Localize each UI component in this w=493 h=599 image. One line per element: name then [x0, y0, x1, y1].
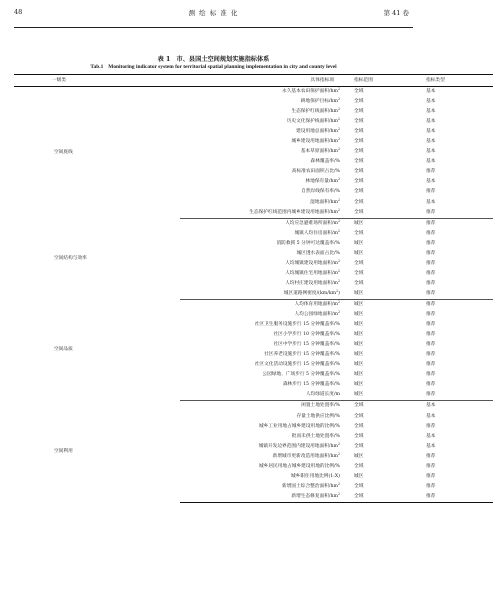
unit-superscript: 2	[337, 481, 340, 486]
scope-cell: 全域	[354, 179, 364, 185]
scope-cell: 全域	[354, 109, 364, 115]
indicator-name: 城区透水表面占比/%	[296, 250, 340, 256]
indicator-name-cell	[180, 218, 340, 229]
type-cell: 推荐	[426, 423, 436, 429]
type-cell: 推荐	[426, 220, 436, 226]
table-title-english: Monitoring indicator system for territorial spatial planning implementation in city and county level	[108, 64, 337, 70]
scope-cell: 城区	[354, 332, 364, 338]
type-cell: 推荐	[426, 250, 436, 256]
indicator-name: 批而未供土地处置率/%	[291, 433, 340, 439]
indicator-name: 社区养老设施步行 15 分钟覆盖率/%	[264, 352, 340, 358]
type-cell: 推荐	[426, 280, 436, 286]
scope-cell: 全域	[354, 159, 364, 165]
scope-cell: 城区	[354, 362, 364, 368]
page-header	[0, 8, 427, 32]
indicator-name-cell	[180, 299, 340, 310]
indicator-name: 人均体育用地面积/m	[294, 301, 338, 307]
type-cell: 推荐	[426, 270, 436, 276]
volume-label: 第 41 卷	[383, 9, 409, 17]
header-rule	[14, 27, 413, 28]
scope-cell: 全域	[354, 199, 364, 205]
indicator-name-cell	[180, 269, 340, 279]
indicator-name: 新增生态修复面积/hm	[291, 493, 338, 499]
header-category: 一级类	[14, 75, 180, 87]
scope-cell: 全域	[354, 189, 364, 195]
unit-superscript: 2	[337, 299, 340, 304]
scope-cell: 全域	[354, 129, 364, 135]
indicator-name: 人均公园绿地面积/m	[294, 312, 338, 318]
scope-cell: 全域	[354, 169, 364, 175]
scope-cell: 城区	[354, 352, 364, 358]
indicator-name: 湿地面积/hm	[310, 199, 338, 205]
type-cell: 推荐	[426, 342, 436, 348]
indicator-name: 自然岸线保有率/%	[301, 189, 340, 195]
scope-cell: 全域	[354, 483, 364, 489]
table-caption-english	[0, 64, 427, 70]
type-cell: 推荐	[426, 230, 436, 236]
type-cell: 推荐	[426, 372, 436, 378]
category-cell: 空间底线	[54, 149, 73, 155]
header-type: 指标类型	[404, 75, 493, 87]
indicator-name-cell	[180, 432, 340, 442]
indicator-name-cell	[180, 422, 340, 432]
table-row	[14, 401, 493, 412]
indicator-name-cell	[180, 279, 340, 289]
scope-cell: 全域	[340, 492, 404, 503]
type-cell: 基本	[426, 89, 436, 94]
scope-cell: 城区	[354, 220, 364, 226]
indicator-name-cell	[180, 412, 340, 422]
unit-superscript: 2	[337, 207, 340, 212]
indicator-name-cell	[180, 187, 340, 197]
journal-name: 测 绘 标 准 化	[188, 9, 239, 17]
table-header-row	[14, 75, 493, 87]
unit-superscript: 2	[337, 117, 340, 122]
type-cell: 基本	[426, 199, 436, 205]
indicator-name: 基本草原面积/hm	[300, 149, 338, 155]
indicator-name: 历史文化保护线面积/hm	[286, 119, 338, 125]
indicator-name: 永久基本农田保护面积/hm	[282, 89, 338, 94]
type-cell: 基本	[426, 149, 436, 155]
category-cell: 空间结构与效率	[54, 255, 87, 261]
scope-cell: 城区	[354, 322, 364, 328]
scope-cell: 城区	[354, 453, 364, 459]
indicator-name: 城区道路网密度/(km/km	[283, 290, 337, 296]
indicator-name: 人均应急避难场所面积/m	[285, 220, 338, 226]
type-cell: 推荐	[404, 289, 493, 300]
indicator-name-cell	[180, 239, 340, 249]
unit-superscript: 2	[336, 288, 339, 293]
indicator-name: 消防救援 5 分钟可达覆盖率/%	[276, 240, 340, 246]
indicator-name: 社区中学步行 15 分钟覆盖率/%	[273, 342, 340, 348]
indicator-name: 社区卫生服务设施步行 15 分钟覆盖率/%	[254, 322, 340, 328]
type-cell: 基本	[426, 159, 436, 165]
unit-superscript: 2	[337, 147, 340, 152]
type-cell: 推荐	[426, 483, 436, 489]
indicator-name-cell	[180, 289, 340, 300]
type-cell: 推荐	[426, 169, 436, 175]
indicator-name-cell	[180, 117, 340, 127]
scope-cell: 全域	[354, 433, 364, 439]
indicator-name-cell	[180, 147, 340, 157]
table-row	[14, 87, 493, 98]
indicator-name: 人均绿道长度/m	[305, 392, 340, 398]
category-cell: 空间利用	[54, 448, 73, 454]
scope-cell: 城区	[354, 240, 364, 246]
indicator-name: 闲置土地处置率/%	[301, 403, 340, 409]
indicator-name-cell	[180, 390, 340, 401]
indicator-name-cell	[180, 401, 340, 412]
type-cell: 推荐	[426, 453, 436, 459]
category-cell: 空间品质	[54, 347, 73, 353]
type-cell: 基本	[426, 129, 436, 135]
indicator-name-cell	[180, 472, 340, 482]
indicator-name-cell	[180, 229, 340, 239]
scope-cell: 城区	[340, 390, 404, 401]
indicator-name: 人均城镇建设用地面积/m	[285, 260, 338, 266]
unit-superscript: 2	[337, 97, 340, 102]
type-cell: 基本	[426, 413, 436, 419]
unit-superscript: 2	[337, 87, 340, 91]
type-cell: 推荐	[426, 332, 436, 338]
indicator-name-cell	[180, 137, 340, 147]
indicator-name-cell	[180, 259, 340, 269]
indicator-name: 存量土地供应比例/%	[296, 413, 340, 419]
indicator-name: 城乡职住用地比例(1:X)	[290, 473, 340, 479]
scope-cell: 全域	[354, 403, 364, 409]
scope-cell: 全域	[354, 260, 364, 266]
type-cell: 基本	[426, 139, 436, 145]
type-cell: 推荐	[404, 208, 493, 219]
type-cell: 基本	[426, 433, 436, 439]
indicator-name: 人均城镇住宅用地面积/m	[285, 270, 338, 276]
indicator-name: 公园绿地、广场步行 5 分钟覆盖率/%	[262, 372, 340, 378]
type-cell: 基本	[426, 403, 436, 409]
type-cell: 推荐	[404, 390, 493, 401]
indicator-name: 新增国土综合整治面积/hm	[282, 483, 338, 489]
type-cell: 推荐	[426, 260, 436, 266]
table-caption-chinese: 表 1 市、县国土空间规划实施指标体系	[157, 56, 270, 63]
type-cell: 推荐	[426, 352, 436, 358]
indicator-name-cell	[180, 97, 340, 107]
scope-cell: 全域	[354, 280, 364, 286]
type-cell: 推荐	[426, 473, 436, 479]
scope-cell: 全域	[354, 99, 364, 105]
type-cell: 推荐	[404, 492, 493, 503]
type-cell: 推荐	[426, 189, 436, 195]
indicator-name-cell	[180, 482, 340, 492]
indicator-name-cell	[180, 380, 340, 390]
page-number: 48	[14, 8, 23, 16]
unit-superscript: 2	[337, 228, 340, 233]
type-cell: 基本	[426, 119, 436, 125]
scope-cell: 城区	[354, 301, 364, 307]
type-cell: 推荐	[426, 362, 436, 368]
table-row	[14, 218, 493, 229]
indicator-name: 林地保有量/hm	[305, 179, 338, 185]
scope-cell: 城区	[354, 382, 364, 388]
unit-superscript: 2	[337, 310, 340, 315]
indicator-name: 生态保护红线范围内城乡建设用地面积/hm	[249, 209, 338, 215]
indicator-name: 社区小学步行 10 分钟覆盖率/%	[273, 332, 340, 338]
indicator-name-cell	[180, 452, 340, 462]
unit-superscript: 2	[337, 127, 340, 132]
scope-cell: 全域	[354, 413, 364, 419]
indicator-name: 高标准农田面积占比/%	[291, 169, 340, 175]
scope-cell: 全域	[354, 139, 364, 145]
indicator-name-cell	[180, 127, 340, 137]
type-cell: 推荐	[426, 382, 436, 388]
scope-cell: 全域	[340, 208, 404, 219]
indicator-name-cell	[180, 310, 340, 320]
indicator-name-cell	[180, 157, 340, 167]
unit-superscript: 2	[337, 258, 340, 263]
indicator-name-cell	[180, 442, 340, 452]
scope-cell: 全域	[354, 119, 364, 125]
indicator-name-cell	[180, 167, 340, 177]
indicator-name-cell	[180, 360, 340, 370]
type-cell: 基本	[426, 179, 436, 185]
scope-cell: 全域	[354, 423, 364, 429]
unit-superscript: 2	[337, 441, 340, 446]
indicator-name: 城乡建设用地面积/hm	[291, 139, 338, 145]
scope-cell: 城区	[354, 473, 364, 479]
unit-superscript: 2	[337, 107, 340, 112]
type-cell: 基本	[426, 443, 436, 449]
indicator-name-cell	[180, 198, 340, 208]
indicator-name: 城乡居民用地占城乡建设用地的比例/%	[258, 463, 340, 469]
unit-superscript: 2	[337, 177, 340, 182]
indicator-name-cell	[180, 462, 340, 472]
scope-cell: 城区	[354, 342, 364, 348]
type-cell: 推荐	[426, 463, 436, 469]
indicator-name: 城镇开发边界范围内建设用地面积/hm	[258, 443, 338, 449]
type-cell: 基本	[426, 109, 436, 115]
indicator-name-cell	[180, 350, 340, 360]
indicator-name: 城镇人均住房面积/m	[294, 230, 338, 236]
unit-close-paren: )	[338, 290, 340, 296]
indicator-name-cell	[180, 370, 340, 380]
indicator-name: 社区文化活动设施步行 15 分钟覆盖率/%	[254, 362, 340, 368]
scope-cell: 全域	[354, 443, 364, 449]
indicator-name-cell	[180, 340, 340, 350]
unit-superscript: 2	[337, 278, 340, 283]
indicator-name-cell	[180, 208, 340, 219]
header-indicator: 具体指标项	[180, 75, 340, 87]
scope-cell: 全域	[354, 149, 364, 155]
unit-superscript: 2	[337, 268, 340, 273]
type-cell: 推荐	[426, 312, 436, 318]
indicator-name-cell	[180, 107, 340, 117]
scope-cell: 城区	[340, 289, 404, 300]
table-label-english: Tab.1	[90, 64, 104, 70]
indicator-name-cell	[180, 249, 340, 259]
scope-cell: 城区	[354, 372, 364, 378]
indicator-name-cell	[180, 330, 340, 340]
unit-superscript: 2	[337, 137, 340, 142]
unit-superscript: 2	[337, 197, 340, 202]
indicator-name-cell	[180, 320, 340, 330]
type-cell: 推荐	[426, 240, 436, 246]
scope-cell: 全域	[354, 270, 364, 276]
table-row	[14, 299, 493, 310]
indicator-name-cell	[180, 177, 340, 187]
unit-superscript: 2	[337, 491, 340, 496]
type-cell: 基本	[426, 99, 436, 105]
indicator-name: 建设用地总面积/hm	[296, 129, 338, 135]
indicator-table	[14, 74, 493, 503]
indicator-name: 人均村庄建设用地面积/m	[285, 280, 338, 286]
table-body	[14, 87, 493, 503]
indicator-name: 新增城市更新改造用地面积/hm	[272, 453, 338, 459]
indicator-name: 耕地保护目标/hm	[300, 99, 338, 105]
scope-cell: 城区	[354, 250, 364, 256]
indicator-name: 城乡工业用地占城乡建设用地的比例/%	[258, 423, 340, 429]
indicator-name: 森林步行 15 分钟覆盖率/%	[282, 382, 340, 388]
unit-superscript: 2	[337, 218, 340, 223]
indicator-name-cell	[180, 492, 340, 503]
type-cell: 推荐	[426, 322, 436, 328]
scope-cell: 城区	[354, 312, 364, 318]
header-scope: 指标范围	[340, 75, 404, 87]
type-cell: 推荐	[426, 301, 436, 307]
scope-cell: 全域	[354, 463, 364, 469]
unit-superscript: 2	[337, 451, 340, 456]
scope-cell: 全域	[354, 89, 364, 94]
scope-cell: 全域	[354, 230, 364, 236]
indicator-name: 森林覆盖率/%	[310, 159, 340, 165]
indicator-name: 生态保护红线面积/hm	[291, 109, 338, 115]
indicator-name-cell	[180, 87, 340, 98]
